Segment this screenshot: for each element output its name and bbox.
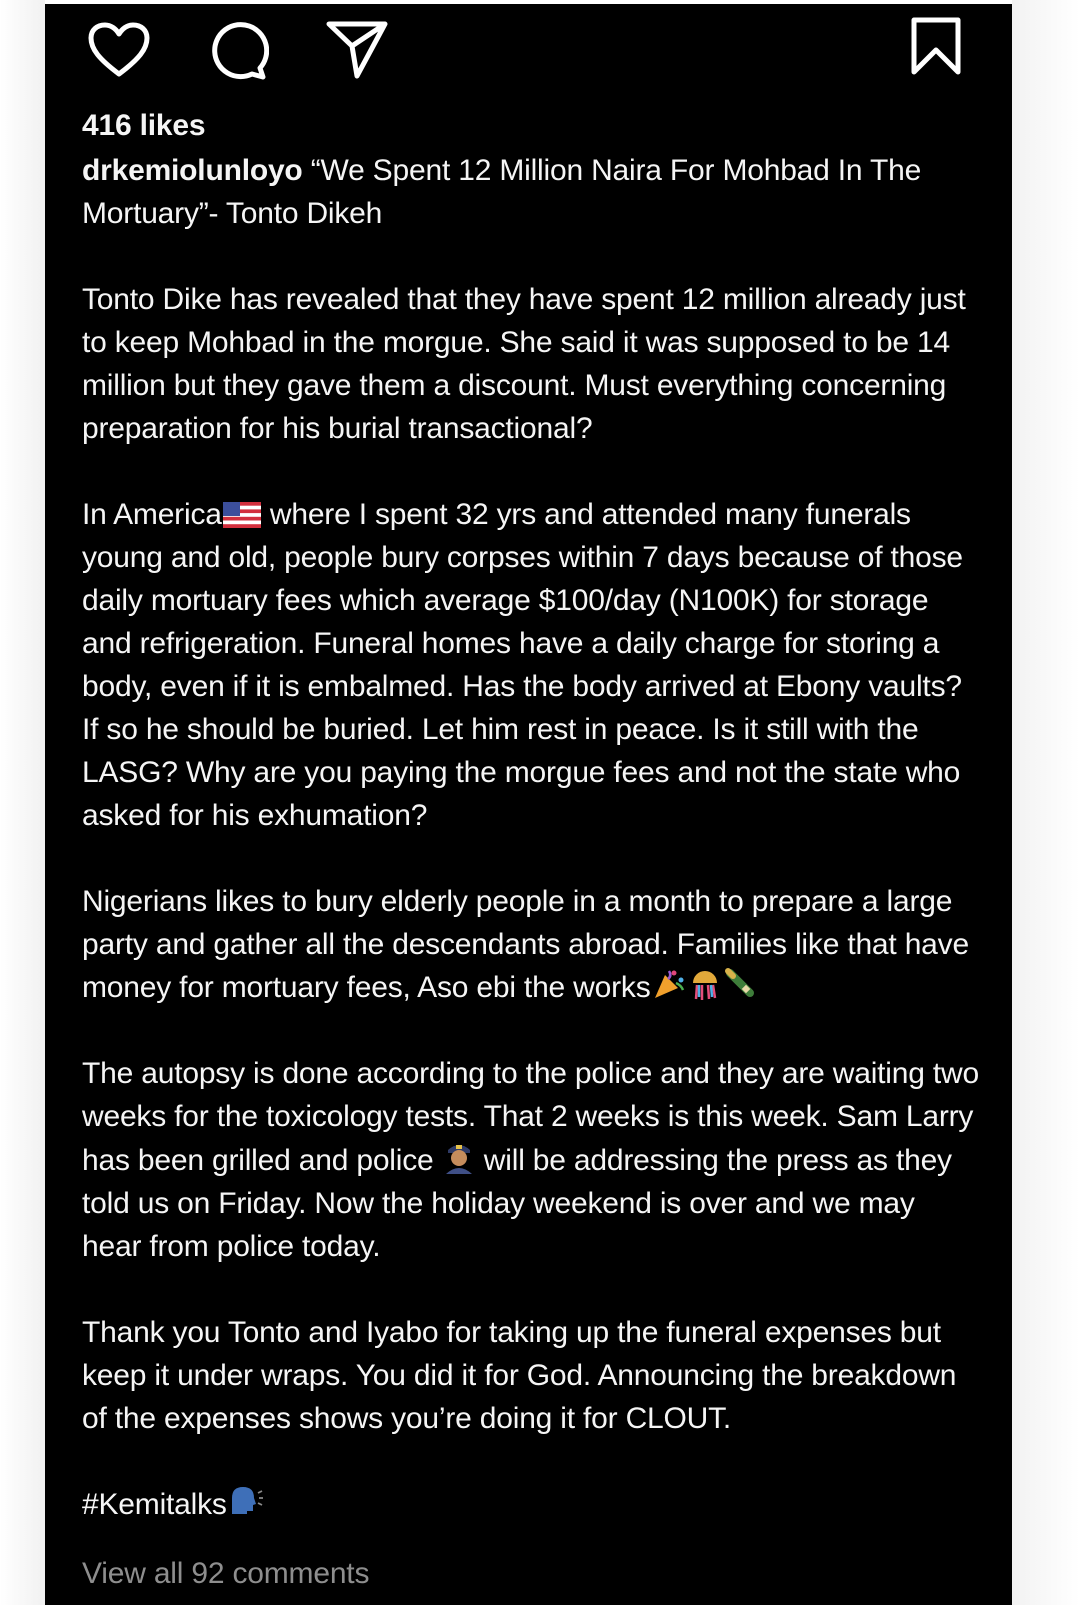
caption-paragraph-1: Tonto Dike has revealed that they have spent 12 million already just to keep Mohbad in the morgue. She said it was supposed to be 14 million but they gave them a discount. Must everything concerning preparation for his burial transactional? bbox=[82, 283, 966, 445]
bookmark-icon[interactable] bbox=[910, 16, 962, 76]
caption-paragraph-2-start: In America bbox=[82, 498, 222, 531]
caption-paragraph-2 bbox=[82, 493, 982, 837]
hashtag-link[interactable]: #Kemitalks bbox=[82, 1488, 227, 1521]
post-action-bar bbox=[45, 4, 1012, 94]
screenshot-margin-right bbox=[1012, 0, 1080, 1605]
speech-bubble-icon[interactable] bbox=[205, 18, 269, 82]
hashtag-line bbox=[82, 1483, 982, 1526]
likes-count[interactable]: 416 likes bbox=[82, 109, 206, 142]
post-details bbox=[82, 104, 982, 1595]
caption-paragraph-3-text: Nigerians likes to bury elderly people in a month to prepare a large party and gather all the descendants abroad. Families like that have money for mortuary fees, Aso ebi the works bbox=[82, 885, 969, 1004]
view-all-comments-link[interactable]: View all 92 comments bbox=[82, 1557, 370, 1590]
caption-paragraph-4-rest: will be addressing the press as they told us on Friday. Now the holiday weekend is over and we may hear from police today. bbox=[82, 1144, 952, 1263]
caption-paragraph-4 bbox=[82, 1052, 982, 1268]
heart-icon[interactable] bbox=[87, 21, 151, 79]
screenshot-margin-left bbox=[0, 0, 45, 1605]
us-flag-emoji bbox=[223, 502, 261, 528]
caption-paragraph-4-start: The autopsy is done according to the police and they are waiting two weeks for the toxicology tests. That 2 weeks is this week. Sam Larry has been grilled and police bbox=[82, 1057, 979, 1177]
paper-plane-icon[interactable] bbox=[325, 18, 389, 80]
caption-header bbox=[82, 149, 982, 235]
champagne-bottle-emoji bbox=[724, 967, 758, 1001]
confetti-ball-emoji bbox=[688, 967, 722, 1001]
caption-paragraph-2-rest: where I spent 32 yrs and attended many funerals young and old, people bury corpses within 7 days because of those daily mortuary fees which average $100/day (N100K) for storage and refrigeration. Funeral homes have a daily charge for storing a body, even if it is embalmed. Has the body arrived at Ebony vaults? If so he should be buried. Let him rest in peace. Is it still with the LASG? Why are you paying the morgue fees and not the state who asked for his exhumation? bbox=[82, 498, 963, 832]
police-officer-emoji bbox=[443, 1138, 475, 1174]
speaking-head-emoji bbox=[228, 1484, 264, 1518]
party-popper-emoji bbox=[652, 967, 686, 1001]
caption-paragraph-3 bbox=[82, 880, 982, 1009]
caption-paragraph-5: Thank you Tonto and Iyabo for taking up the funeral expenses but keep it under wraps. You did it for God. Announcing the breakdown of the expenses shows you’re doing it for CLOUT. bbox=[82, 1316, 957, 1435]
instagram-post-screen bbox=[45, 4, 1012, 1605]
caption-title: “We Spent 12 Million Naira For Mohbad In The Mortuary”- Tonto Dikeh bbox=[82, 154, 922, 230]
post-username[interactable]: drkemiolunloyo bbox=[82, 154, 303, 187]
